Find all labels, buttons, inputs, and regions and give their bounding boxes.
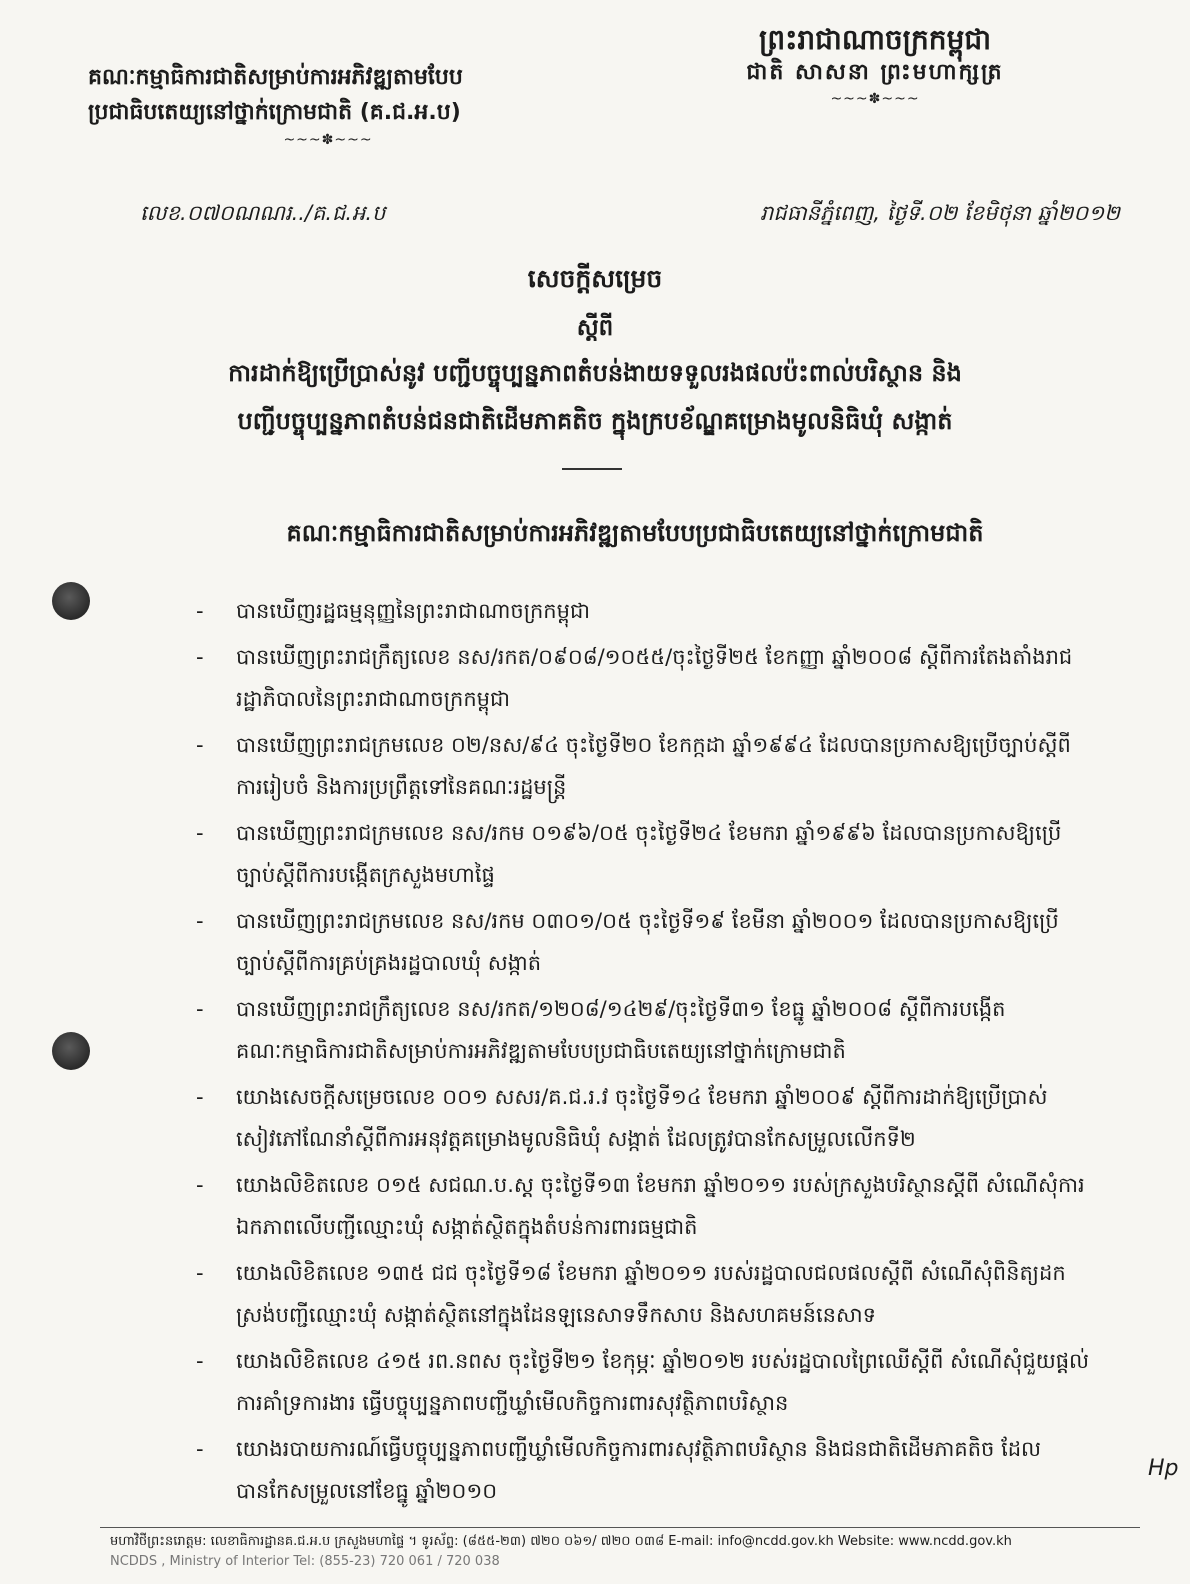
bullet-dash: -: [196, 997, 204, 1021]
subject-line-1: ការដាក់ឱ្យប្រើប្រាស់នូវ បញ្ជីបច្ចុប្បន្នភាពតំបន់ងាយទទួលរងផលប៉ះពាល់បរិស្ថាន និង: [228, 359, 962, 387]
punch-hole: [52, 1032, 90, 1070]
list-item-text: យោងលិខិតលេខ ០១៥ សជណ.ប.ស្ត ចុះថ្ងៃទី១៣ ខែមករា ឆ្នាំ២០១១ របស់ក្រសួងបរិស្ថានស្តីពី សំណើសុំការឯកភាពលើបញ្ជីឈ្មោះឃុំ សង្កាត់ស្ថិតក្នុងតំបន់ការពារធម្មជាតិ: [236, 1173, 1085, 1239]
footer-divider: [100, 1527, 1140, 1528]
list-item: [196, 812, 1096, 896]
title-about: ស្តីពី: [576, 315, 614, 341]
list-item: [196, 1252, 1096, 1336]
ornament-divider: ~~~✽~~~: [830, 91, 920, 108]
list-item: [196, 724, 1096, 808]
list-item: [196, 1340, 1096, 1424]
reference-list: [196, 590, 1096, 1516]
list-item-text: បានឃើញព្រះរាជក្រមលេខ នស/រកម ០១៩៦/០៥ ចុះថ្ងៃទី២៤ ខែមករា ឆ្នាំ១៩៩៦ ដែលបានប្រកាសឱ្យប្រើច្បាប់ស្តីពីការបង្កើតក្រសួងមហាផ្ទៃ: [236, 821, 1062, 887]
bullet-dash: -: [196, 909, 204, 933]
punch-hole: [52, 582, 90, 620]
list-item-text: បានឃើញព្រះរាជក្រមលេខ នស/រកម ០៣០១/០៥ ចុះថ្ងៃទី១៩ ខែមីនា ឆ្នាំ២០០១ ដែលបានប្រកាសឱ្យប្រើច្បាប់ស្តីពីការគ្រប់គ្រងរដ្ឋបាលឃុំ សង្កាត់: [236, 909, 1059, 975]
bullet-dash: -: [196, 1085, 204, 1109]
bullet-dash: -: [196, 1173, 204, 1197]
handwritten-initials: Hp: [1148, 1456, 1179, 1481]
list-item: [196, 1164, 1096, 1248]
bullet-dash: -: [196, 733, 204, 757]
kingdom-motto: ជាតិ សាសនា ព្រះមហាក្សត្រ: [746, 60, 1004, 86]
committee-heading: គណៈកម្មាធិការជាតិសម្រាប់ការអភិវឌ្ឍតាមបែបប្រជាធិបតេយ្យនៅថ្នាក់ក្រោមជាតិ: [286, 519, 984, 547]
list-item-text: បានឃើញព្រះរាជក្រឹត្យលេខ នស/រកត/០៩០៨/១០៥៥/ចុះថ្ងៃទី២៥ ខែកញ្ញា ឆ្នាំ២០០៨ ស្តីពីការតែងតាំងរាជរដ្ឋាភិបាលនៃព្រះរាជាណាចក្រកម្ពុជា: [236, 645, 1073, 711]
list-item-text: យោងលិខិតលេខ ៤១៥ រព.នពស ចុះថ្ងៃទី២១ ខែកុម្ភៈ ឆ្នាំ២០១២ របស់រដ្ឋបាលព្រៃឈើស្តីពី សំណើសុំជួយផ្តល់ការគាំទ្រការងារ ធ្វើបច្ចុប្បន្នភាពបញ្ជីឃ្លាំមើលកិច្ចការពារសុវត្ថិភាពបរិស្ថាន: [236, 1349, 1090, 1415]
reference-number: លេខ.០៧០ណណរ../គ.ជ.អ.ប: [140, 201, 386, 225]
bullet-dash: -: [196, 821, 204, 845]
list-item: [196, 1076, 1096, 1160]
list-item-text: យោងលិខិតលេខ ១៣៥ ជជ ចុះថ្ងៃទី១៨ ខែមករា ឆ្នាំ២០១១ របស់រដ្ឋបាលជលផលស្តីពី សំណើសុំពិនិត្យដកស្រង់បញ្ជីឈ្មោះឃុំ សង្កាត់ស្ថិតនៅក្នុងដែនឡនេសាទទឹកសាប និងសហគមន៍នេសាទ: [236, 1261, 1066, 1327]
subject-line-2: បញ្ជីបច្ចុប្បន្នភាពតំបន់ជនជាតិដើមភាគតិច ក្នុងក្របខ័ណ្ឌគម្រោងមូលនិធិឃុំ សង្កាត់: [237, 407, 953, 435]
list-item-text: បានឃើញរដ្ឋធម្មនុញ្ញនៃព្រះរាជាណាចក្រកម្ពុជា: [236, 599, 590, 623]
organization-header: [88, 60, 528, 148]
bullet-dash: -: [196, 599, 204, 623]
list-item: [196, 1428, 1096, 1512]
date-line: រាជធានីភ្នំពេញ, ថ្ងៃទី.០២ ខែមិថុនា ឆ្នាំ២០១២: [760, 201, 1120, 225]
organization-name-line2: ប្រជាធិបតេយ្យនៅថ្នាក់ក្រោមជាតិ (គ.ជ.អ.ប): [88, 100, 461, 126]
bullet-dash: -: [196, 1261, 204, 1285]
ornament-divider: ~~~✽~~~: [283, 132, 373, 149]
list-item: [196, 900, 1096, 984]
bullet-dash: -: [196, 1349, 204, 1373]
footer: [110, 1532, 1160, 1572]
list-item: [196, 590, 1096, 632]
list-item-text: បានឃើញព្រះរាជក្រមលេខ ០២/នស/៩៤ ចុះថ្ងៃទី២០ ខែកក្កដា ឆ្នាំ១៩៩៤ ដែលបានប្រកាសឱ្យប្រើច្បាប់ស្តីពីការរៀបចំ និងការប្រព្រឹត្តទៅនៃគណៈរដ្ឋមន្ត្រី: [236, 733, 1071, 799]
bullet-dash: -: [196, 1437, 204, 1461]
footer-contact: NCDDS , Ministry of Interior Tel: (855-23) 720 061 / 720 038: [110, 1554, 500, 1569]
list-item-text: បានឃើញព្រះរាជក្រឹត្យលេខ នស/រកត/១២០៨/១៤២៩/ចុះថ្ងៃទី៣១ ខែធ្នូ ឆ្នាំ២០០៨ ស្តីពីការបង្កើតគណៈកម្មាធិការជាតិសម្រាប់ការអភិវឌ្ឍតាមបែបប្រជាធិបតេយ្យនៅថ្នាក់ក្រោមជាតិ: [236, 997, 1006, 1063]
list-item: [196, 988, 1096, 1072]
bullet-dash: -: [196, 645, 204, 669]
list-item-text: យោងរបាយការណ៍ធ្វើបច្ចុប្បន្នភាពបញ្ជីឃ្លាំមើលកិច្ចការពារសុវត្ថិភាពបរិស្ថាន និងជនជាតិដើមភាគតិច ដែលបានកែសម្រួលនៅខែធ្នូ ឆ្នាំ២០១០: [236, 1437, 1042, 1503]
list-item-text: យោងសេចក្តីសម្រេចលេខ ០០១ សសរ/គ.ជ.រ.វ ចុះថ្ងៃទី១៤ ខែមករា ឆ្នាំ២០០៩ ស្តីពីការដាក់ឱ្យប្រើប្រាស់សៀវភៅណែនាំស្តីពីការអនុវត្តគម្រោងមូលនិធិឃុំ សង្កាត់ ដែលត្រូវបានកែសម្រួលលើកទី២: [236, 1085, 1048, 1151]
title-divider: [562, 468, 622, 470]
kingdom-name: ព្រះរាជាណាចក្រកម្ពុជា: [758, 23, 991, 56]
document-title: សេចក្តីសម្រេច: [527, 264, 663, 293]
kingdom-header: [710, 22, 1040, 107]
organization-name-line1: គណៈកម្មាធិការជាតិសម្រាប់ការអភិវឌ្ឍតាមបែប: [88, 65, 463, 90]
list-item: [196, 636, 1096, 720]
footer-address: មហាវិថីព្រះនរោត្តម: លេខាធិការដ្ឋានគ.ជ.អ.ប ក្រសួងមហាផ្ទៃ ។ ទូរស័ព្ទ: (៨៥៥-២៣) ៧២០ ០៦១/ ៧២០ ០៣៨ E-mail: info@ncdd.gov.kh Website: www.ncdd.gov.kh: [110, 1534, 1012, 1549]
